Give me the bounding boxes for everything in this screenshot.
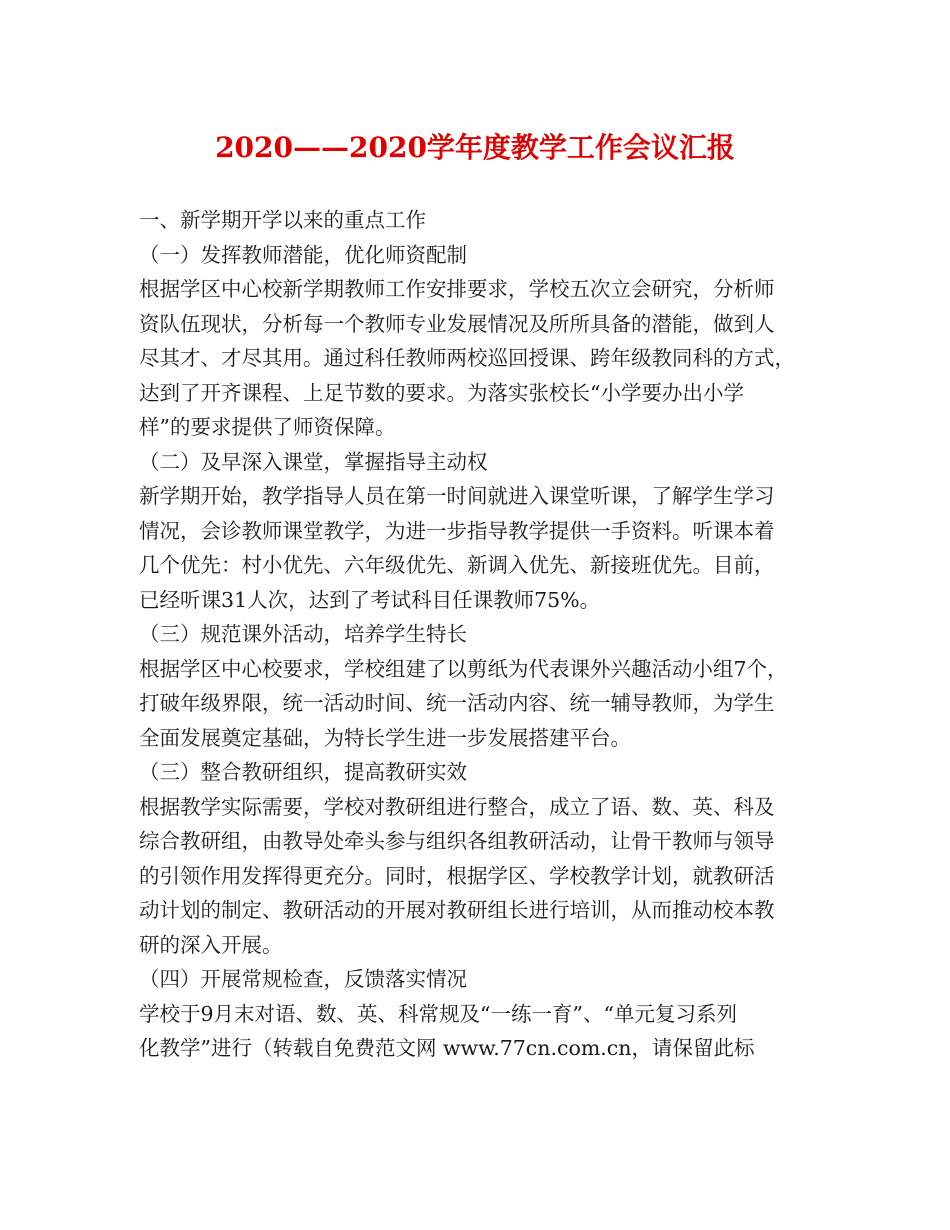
paragraph-line: 动计划的制定、教研活动的开展对教研组长进行培训，从而推动校本教 (139, 898, 775, 922)
paragraph-line: 样”的要求提供了师资保障。 (139, 415, 396, 439)
paragraph-line: 已经听课31人次，达到了考试科目任课教师75%。 (139, 587, 601, 612)
paragraph-line: 尽其才、才尽其用。通过科任教师两校巡回授课、跨年级教同科的方式， (139, 346, 795, 370)
paragraph-line: 综合教研组，由教导处牵头参与组织各组教研活动，让骨干教师与领导 (139, 829, 775, 853)
paragraph-line: 的引领作用发挥得更充分。同时，根据学区、学校教学计划，就教研活 (139, 863, 775, 888)
paragraph-line: 资队伍现状，分析每一个教师专业发展情况及所所具备的潜能，做到人 (139, 311, 775, 336)
paragraph-line: 情况，会诊教师课堂教学，为进一步指导教学提供一手资料。听课本着 (139, 518, 775, 543)
paragraph-line: 学校于9月末对语、数、英、科常规及“一练一育”、“单元复习系列 (139, 1001, 737, 1026)
paragraph-line: 达到了开齐课程、上足节数的要求。为落实张校长“小学要办出小学 (139, 380, 744, 405)
section-heading: 一、新学期开学以来的重点工作 (139, 208, 426, 232)
paragraph-line: 根据学区中心校要求，学校组建了以剪纸为代表课外兴趣活动小组7个， (139, 656, 788, 681)
subsection-heading: （四）开展常规检查，反馈落实情况 (139, 967, 467, 991)
document-body (139, 203, 819, 1066)
subsection-heading: （三）规范课外活动，培养学生特长 (139, 622, 467, 646)
paragraph-line: 几个优先：村小优先、六年级优先、新调入优先、新接班优先。目前， (139, 553, 775, 577)
document-title: 2020——2020学年度教学工作会议汇报 (215, 131, 735, 164)
paragraph-line: 全面发展奠定基础，为特长学生进一步发展搭建平台。 (139, 725, 631, 750)
paragraph-line: 根据教学实际需要，学校对教研组进行整合，成立了语、数、英、科及 (139, 794, 775, 819)
paragraph-line: 新学期开始，教学指导人员在第一时间就进入课堂听课，了解学生学习 (139, 484, 775, 508)
paragraph-line: 根据学区中心校新学期教师工作安排要求，学校五次立会研究，分析师 (139, 277, 775, 301)
subsection-heading: （二）及早深入课堂，掌握指导主动权 (139, 449, 488, 474)
paragraph-line: 打破年级界限，统一活动时间、统一活动内容、统一辅导教师，为学生 (139, 691, 775, 715)
paragraph-line: 研的深入开展。 (139, 932, 283, 957)
subsection-heading: （一）发挥教师潜能，优化师资配制 (139, 242, 467, 267)
subsection-heading: （三）整合教研组织，提高教研实效 (139, 760, 467, 784)
paragraph-line: 化教学”进行（转载自免费范文网 www.77cn.com.cn，请保留此标 (139, 1036, 755, 1060)
